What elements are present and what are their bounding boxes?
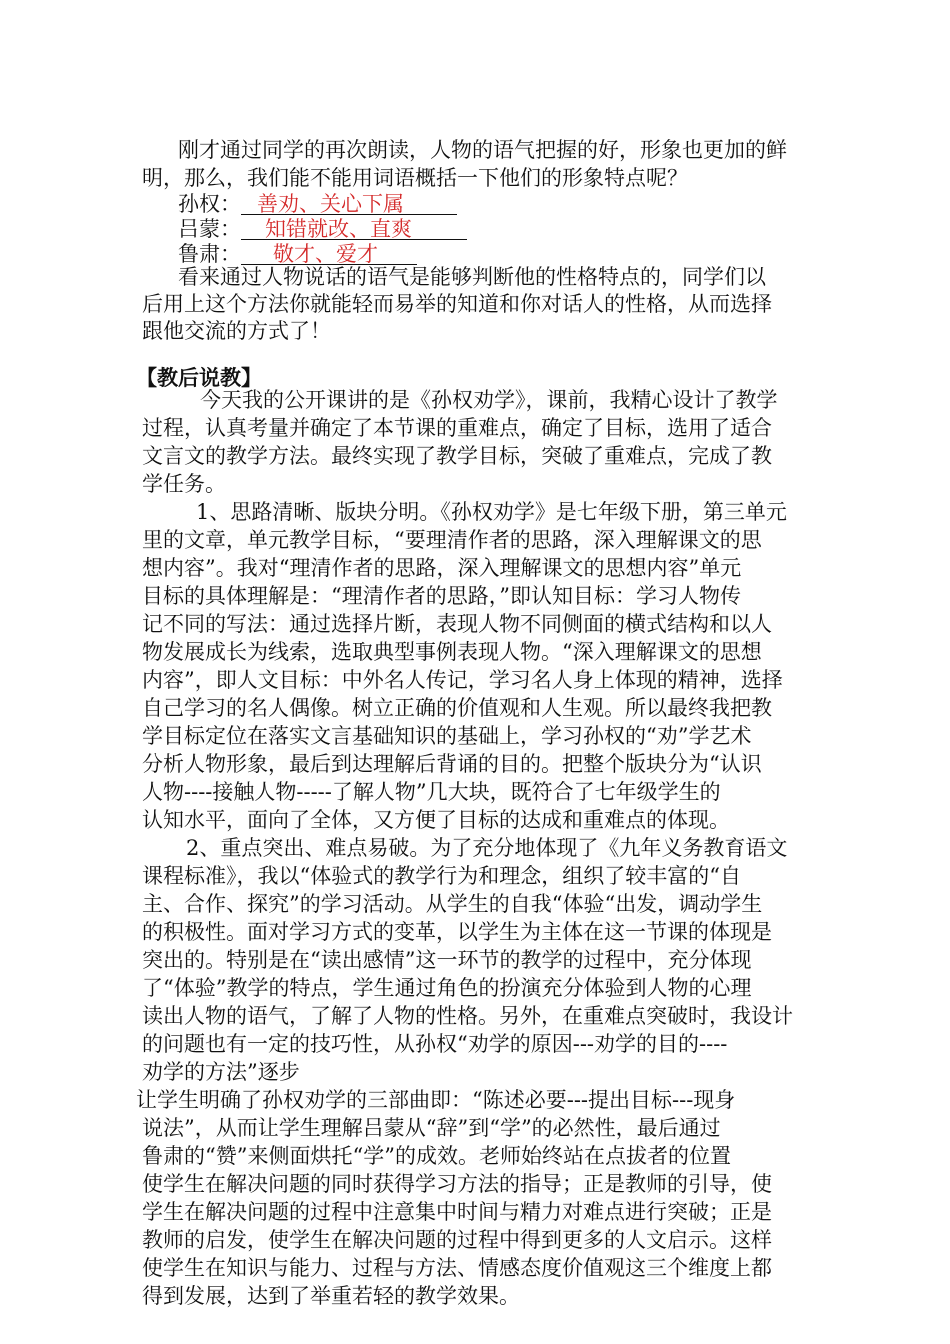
trait-name: 孙权： <box>178 192 241 216</box>
reflection-line: 文言文的教学方法。最终实现了教学目标，突破了重难点，完成了教 <box>142 444 772 468</box>
reflection-line: 物发展成长为线索，选取典型事例表现人物。“深入理解课文的思想 <box>142 640 762 664</box>
reflection-line: 主、合作、探究”的学习活动。从学生的自我“体验“出发，调动学生 <box>142 892 763 916</box>
trait-answer-field: 敬才、爱才 <box>241 237 417 265</box>
reflection-line: 了“体验”教学的特点，学生通过角色的扮演充分体验到人物的心理 <box>142 976 752 1000</box>
reflection-line: 突出的。特别是在“读出感情”这一环节的教学的过程中，充分体现 <box>142 948 752 972</box>
reflection-line: 让学生明确了孙权劝学的三部曲即：“陈述必要---提出目标---现身 <box>136 1088 736 1112</box>
reflection-line: 里的文章，单元教学目标，“要理清作者的思路，深入理解课文的思 <box>142 528 762 552</box>
conclusion-line-3: 跟他交流的方式了！ <box>142 319 331 343</box>
reflection-line: 劝学的方法”逐步 <box>142 1060 300 1084</box>
reflection-line: 学目标定位在落实文言基础知识的基础上，学习孙权的“劝”学艺术 <box>142 724 752 748</box>
reflection-line: 内容”，即人文目标：中外名人传记，学习名人身上体现的精神，选择 <box>142 668 783 692</box>
reflection-line: 的积极性。面对学习方式的变革，以学生为主体在这一节课的体现是 <box>142 920 772 944</box>
trait-name: 鲁肃： <box>178 242 241 266</box>
reflection-line: 想内容”。我对“理清作者的思路，深入理解课文的思想内容”单元 <box>142 556 742 580</box>
reflection-line: 记不同的写法：通过选择片断，表现人物不同侧面的横式结构和以人 <box>142 612 772 636</box>
reflection-line: 鲁肃的“赞”来侧面烘托“学”的成效。老师始终站在点拔者的位置 <box>142 1144 731 1168</box>
intro-line-2: 明，那么，我们能不能用词语概括一下他们的形象特点呢？ <box>142 166 688 190</box>
reflection-line: 今天我的公开课讲的是《孙权劝学》，课前，我精心设计了教学 <box>200 388 778 412</box>
reflection-line: 过程，认真考量并确定了本节课的重难点，确定了目标，选用了适合 <box>142 416 772 440</box>
reflection-line: 得到发展，达到了举重若轻的教学效果。 <box>142 1284 520 1308</box>
intro-line-1: 刚才通过同学的再次朗读，人物的语气把握的好，形象也更加的鲜 <box>178 138 787 162</box>
trait-name: 吕蒙： <box>178 217 241 241</box>
reflection-line: 目标的具体理解是：“理清作者的思路，”即认知目标：学习人物传 <box>142 584 741 608</box>
reflection-line: 学生在解决问题的过程中注意集中时间与精力对难点进行突破；正是 <box>142 1200 772 1224</box>
reflection-line: 分析人物形象，最后到达理解后背诵的目的。把整个版块分为“认识 <box>142 752 762 776</box>
trait-answer-field: 善劝、关心下属 <box>241 187 457 215</box>
reflection-line: 2、重点突出、难点易破。为了充分地体现了《九年义务教育语文 <box>186 836 788 860</box>
reflection-line: 读出人物的语气，了解了人物的性格。另外，在重难点突破时，我设计 <box>142 1004 793 1028</box>
reflection-line: 人物----接触人物-----了解人物”几大块，既符合了七年级学生的 <box>142 780 721 804</box>
conclusion-line-2: 后用上这个方法你就能轻而易举的知道和你对话人的性格，从而选择 <box>142 292 772 316</box>
reflection-line: 说法”，从而让学生理解吕蒙从“辞”到“学”的必然性，最后通过 <box>142 1116 721 1140</box>
section-heading: 【教后说教】 <box>136 366 262 390</box>
conclusion-line-1: 看来通过人物说话的语气是能够判断他的性格特点的，同学们以 <box>178 265 766 289</box>
reflection-line: 1、思路清晰、版块分明。《孙权劝学》是七年级下册，第三单元 <box>196 500 787 524</box>
trait-answer-field: 知错就改、直爽 <box>241 212 467 240</box>
reflection-line: 使学生在解决问题的同时获得学习方法的指导；正是教师的引导，使 <box>142 1172 772 1196</box>
reflection-line: 自己学习的名人偶像。树立正确的价值观和人生观。所以最终我把教 <box>142 696 772 720</box>
reflection-line: 教师的启发，使学生在解决问题的过程中得到更多的人文启示。这样 <box>142 1228 772 1252</box>
reflection-line: 认知水平，面向了全体，又方便了目标的达成和重难点的体现。 <box>142 808 730 832</box>
reflection-line: 课程标准》，我以“体验式的教学行为和理念，组织了较丰富的“自 <box>142 864 741 888</box>
reflection-line: 的问题也有一定的技巧性，从孙权“劝学的原因---劝学的目的---- <box>142 1032 728 1056</box>
reflection-line: 学任务。 <box>142 472 226 496</box>
reflection-line: 使学生在知识与能力、过程与方法、情感态度价值观这三个维度上都 <box>142 1256 772 1280</box>
